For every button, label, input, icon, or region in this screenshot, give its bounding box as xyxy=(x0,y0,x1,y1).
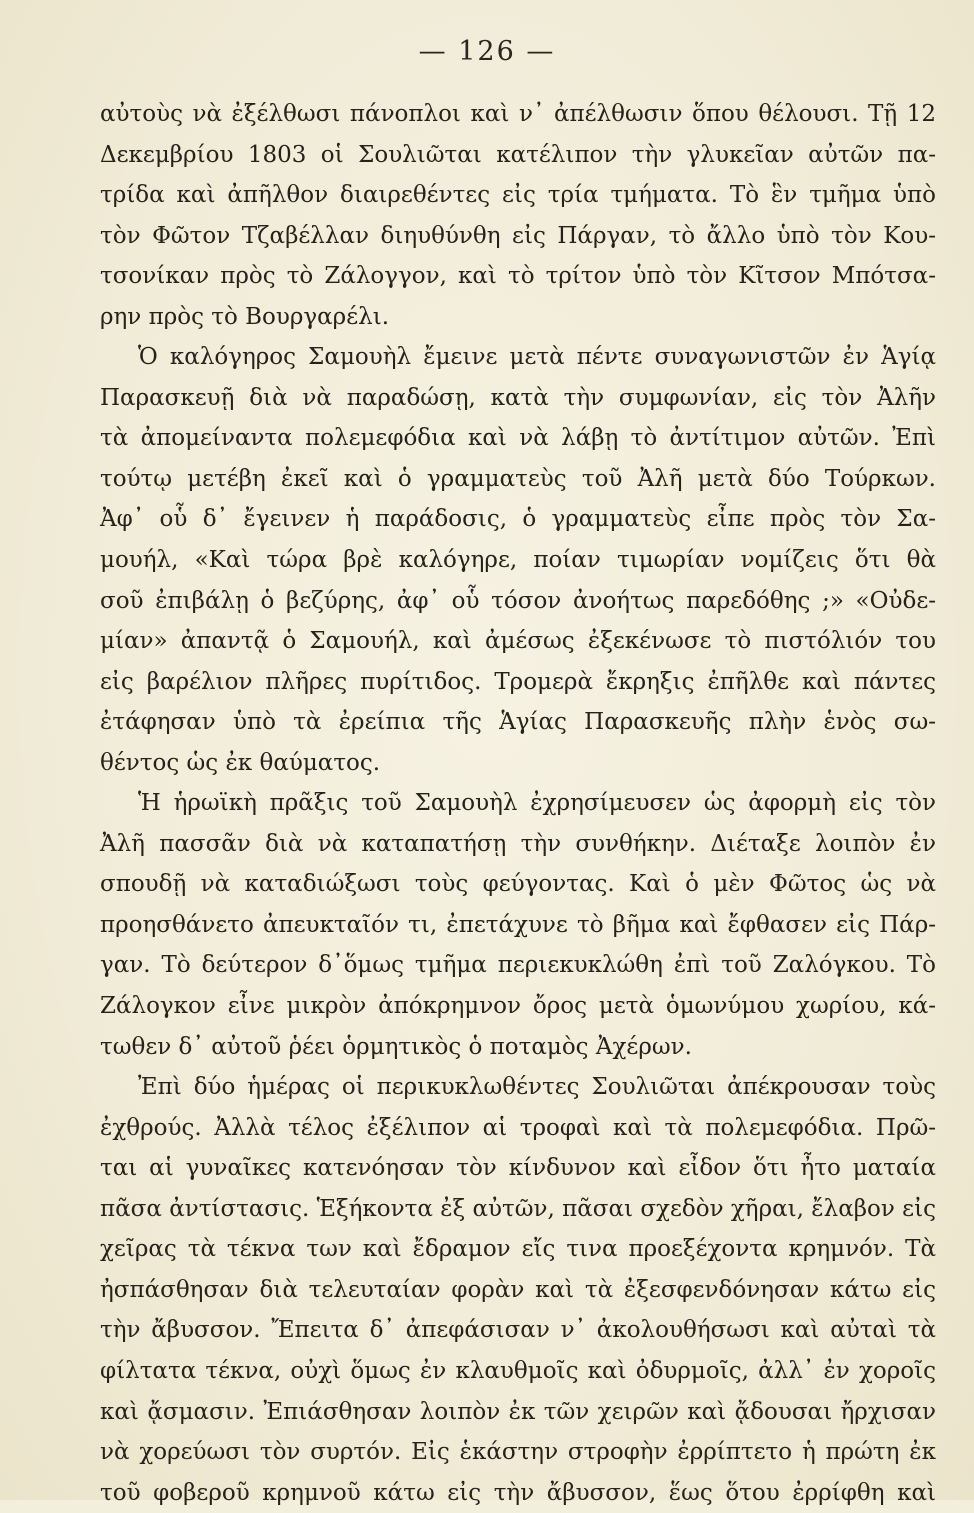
text-line: σπουδῇ νὰ καταδιώξωσι τοὺς φεύγοντας. Καὶ ὁ μὲν Φῶτος ὡς νὰ xyxy=(100,871,936,898)
text-line: Παρασκευῇ διὰ νὰ παραδώσῃ, κατὰ τὴν συμφωνίαν, εἰς τὸν Ἀλῆν xyxy=(100,384,936,411)
text-line: Ἀφ᾽ οὗ δ᾽ ἔγεινεν ἡ παράδοσις, ὁ γραμματεὺς εἶπε πρὸς τὸν Σα- xyxy=(100,506,936,533)
text-line: ἐχθρούς. Ἀλλὰ τέλος ἐξέλιπον αἱ τροφαὶ καὶ τὰ πολεμεφόδια. Πρῶ- xyxy=(100,1114,936,1141)
page-number: — 126 — xyxy=(418,36,556,67)
text-line: γαν. Τὸ δεύτερον δ᾽ὅμως τμῆμα περιεκυκλώθη ἐπὶ τοῦ Ζαλόγκου. Τὸ xyxy=(100,952,936,979)
text-line: Ἐπὶ δύο ἡμέρας οἱ περικυκλωθέντες Σουλιῶται ἀπέκρουσαν τοὺς xyxy=(138,1074,936,1101)
text-line: ἐτάφησαν ὑπὸ τὰ ἐρείπια τῆς Ἁγίας Παρασκευῆς πλὴν ἑνὸς σω- xyxy=(100,709,936,736)
text-line: τὴν ἄβυσσον. Ἔπειτα δ᾽ ἀπεφάσισαν ν᾽ ἀκολουθήσωσι καὶ αὐταὶ τὰ xyxy=(100,1317,936,1344)
text-line: σοῦ ἐπιβάλῃ ὁ βεζύρης, ἀφ᾽ οὗ τόσον ἀνοήτως παρεδόθης ;» «Οὐδε- xyxy=(100,587,936,614)
text-line: Ζάλογκον εἶνε μικρὸν ἀπόκρημνον ὄρος μετὰ ὁμωνύμου χωρίου, κά- xyxy=(100,993,936,1020)
text-line: μουήλ, «Καὶ τώρα βρὲ καλόγηρε, ποίαν τιμωρίαν νομίζεις ὅτι θὰ xyxy=(100,547,936,574)
text-line: τσονίκαν πρὸς τὸ Ζάλογγον, καὶ τὸ τρίτον ὑπὸ τὸν Κῖτσον Μπότσα- xyxy=(100,263,936,290)
text-line: εἰς βαρέλιον πλῆρες πυρίτιδος. Τρομερὰ ἔκρηξις ἐπῆλθε καὶ πάντες xyxy=(100,668,936,695)
text-line: ται αἱ γυναῖκες κατενόησαν τὸν κίνδυνον καὶ εἶδον ὅτι ἦτο ματαία xyxy=(100,1155,936,1182)
body-text xyxy=(100,94,936,1513)
text-line: Ἡ ἡρωϊκὴ πρᾶξις τοῦ Σαμουὴλ ἐχρησίμευσεν ὡς ἀφορμὴ εἰς τὸν xyxy=(138,790,936,817)
text-line: προησθάνετο ἀπευκταῖόν τι, ἐπετάχυνε τὸ βῆμα καὶ ἔφθασεν εἰς Πάρ- xyxy=(100,911,936,938)
text-line: Ἀλῆ πασσᾶν διὰ νὰ καταπατήσῃ τὴν συνθήκην. Διέταξε λοιπὸν ἐν xyxy=(100,830,936,857)
text-line: χεῖρας τὰ τέκνα των καὶ ἔδραμον εἴς τινα προεξέχοντα κρημνόν. Τὰ xyxy=(100,1236,936,1263)
text-line: πᾶσα ἀντίστασις. Ἑξήκοντα ἐξ αὐτῶν, πᾶσαι σχεδὸν χῆραι, ἔλαβον εἰς xyxy=(100,1195,936,1222)
text-line: θέντος ὡς ἐκ θαύματος. xyxy=(100,749,381,776)
text-line: αὐτοὺς νὰ ἐξέλθωσι πάνοπλοι καὶ ν᾽ ἀπέλθωσιν ὅπου θέλουσι. Τῇ 12 xyxy=(100,101,936,127)
text-line: τὰ ἀπομείναντα πολεμεφόδια καὶ νὰ λάβῃ τὸ ἀντίτιμον αὐτῶν. Ἐπὶ xyxy=(100,425,936,452)
text-line: τὸν Φῶτον Τζαβέλλαν διηυθύνθη εἰς Πάργαν, τὸ ἄλλο ὑπὸ τὸν Κου- xyxy=(100,222,936,249)
text-line: καὶ ᾄσμασιν. Ἐπιάσθησαν λοιπὸν ἐκ τῶν χειρῶν καὶ ᾄδουσαι ἤρχισαν xyxy=(100,1398,936,1425)
text-line: νὰ χορεύωσι τὸν συρτόν. Εἰς ἑκάστην στροφὴν ἐρρίπτετο ἡ πρώτη ἐκ xyxy=(100,1439,936,1466)
text-line: μίαν» ἀπαντᾷ ὁ Σαμουήλ, καὶ ἀμέσως ἐξεκένωσε τὸ πιστόλιόν του xyxy=(100,628,936,655)
text-line: Ὁ καλόγηρος Σαμουὴλ ἔμεινε μετὰ πέντε συναγωνιστῶν ἐν Ἁγίᾳ xyxy=(138,344,936,371)
text-line: ρην πρὸς τὸ Βουργαρέλι. xyxy=(100,303,390,330)
text-line: τωθεν δ᾽ αὐτοῦ ῥέει ὁρμητικὸς ὁ ποταμὸς Ἀχέρων. xyxy=(100,1033,692,1060)
text-line: ἠσπάσθησαν διὰ τελευταίαν φορὰν καὶ τὰ ἐξεσφενδόνησαν κάτω εἰς xyxy=(100,1276,936,1303)
text-line: τοῦ φοβεροῦ κρημνοῦ κάτω εἰς τὴν ἄβυσσον, ἕως ὅτου ἐρρίφθη καὶ xyxy=(100,1479,936,1506)
text-line: τρίδα καὶ ἀπῆλθον διαιρεθέντες εἰς τρία τμήματα. Τὸ ἓν τμῆμα ὑπὸ xyxy=(100,182,936,209)
text-line: φίλτατα τέκνα, οὐχὶ ὅμως ἐν κλαυθμοῖς καὶ ὀδυρμοῖς, ἀλλ᾽ ἐν χοροῖς xyxy=(100,1357,936,1384)
text-line: τούτῳ μετέβη ἐκεῖ καὶ ὁ γραμματεὺς τοῦ Ἀλῆ μετὰ δύο Τούρκων. xyxy=(100,465,936,492)
text-line: Δεκεμβρίου 1803 οἱ Σουλιῶται κατέλιπον τὴν γλυκεῖαν αὐτῶν πα- xyxy=(100,141,936,168)
